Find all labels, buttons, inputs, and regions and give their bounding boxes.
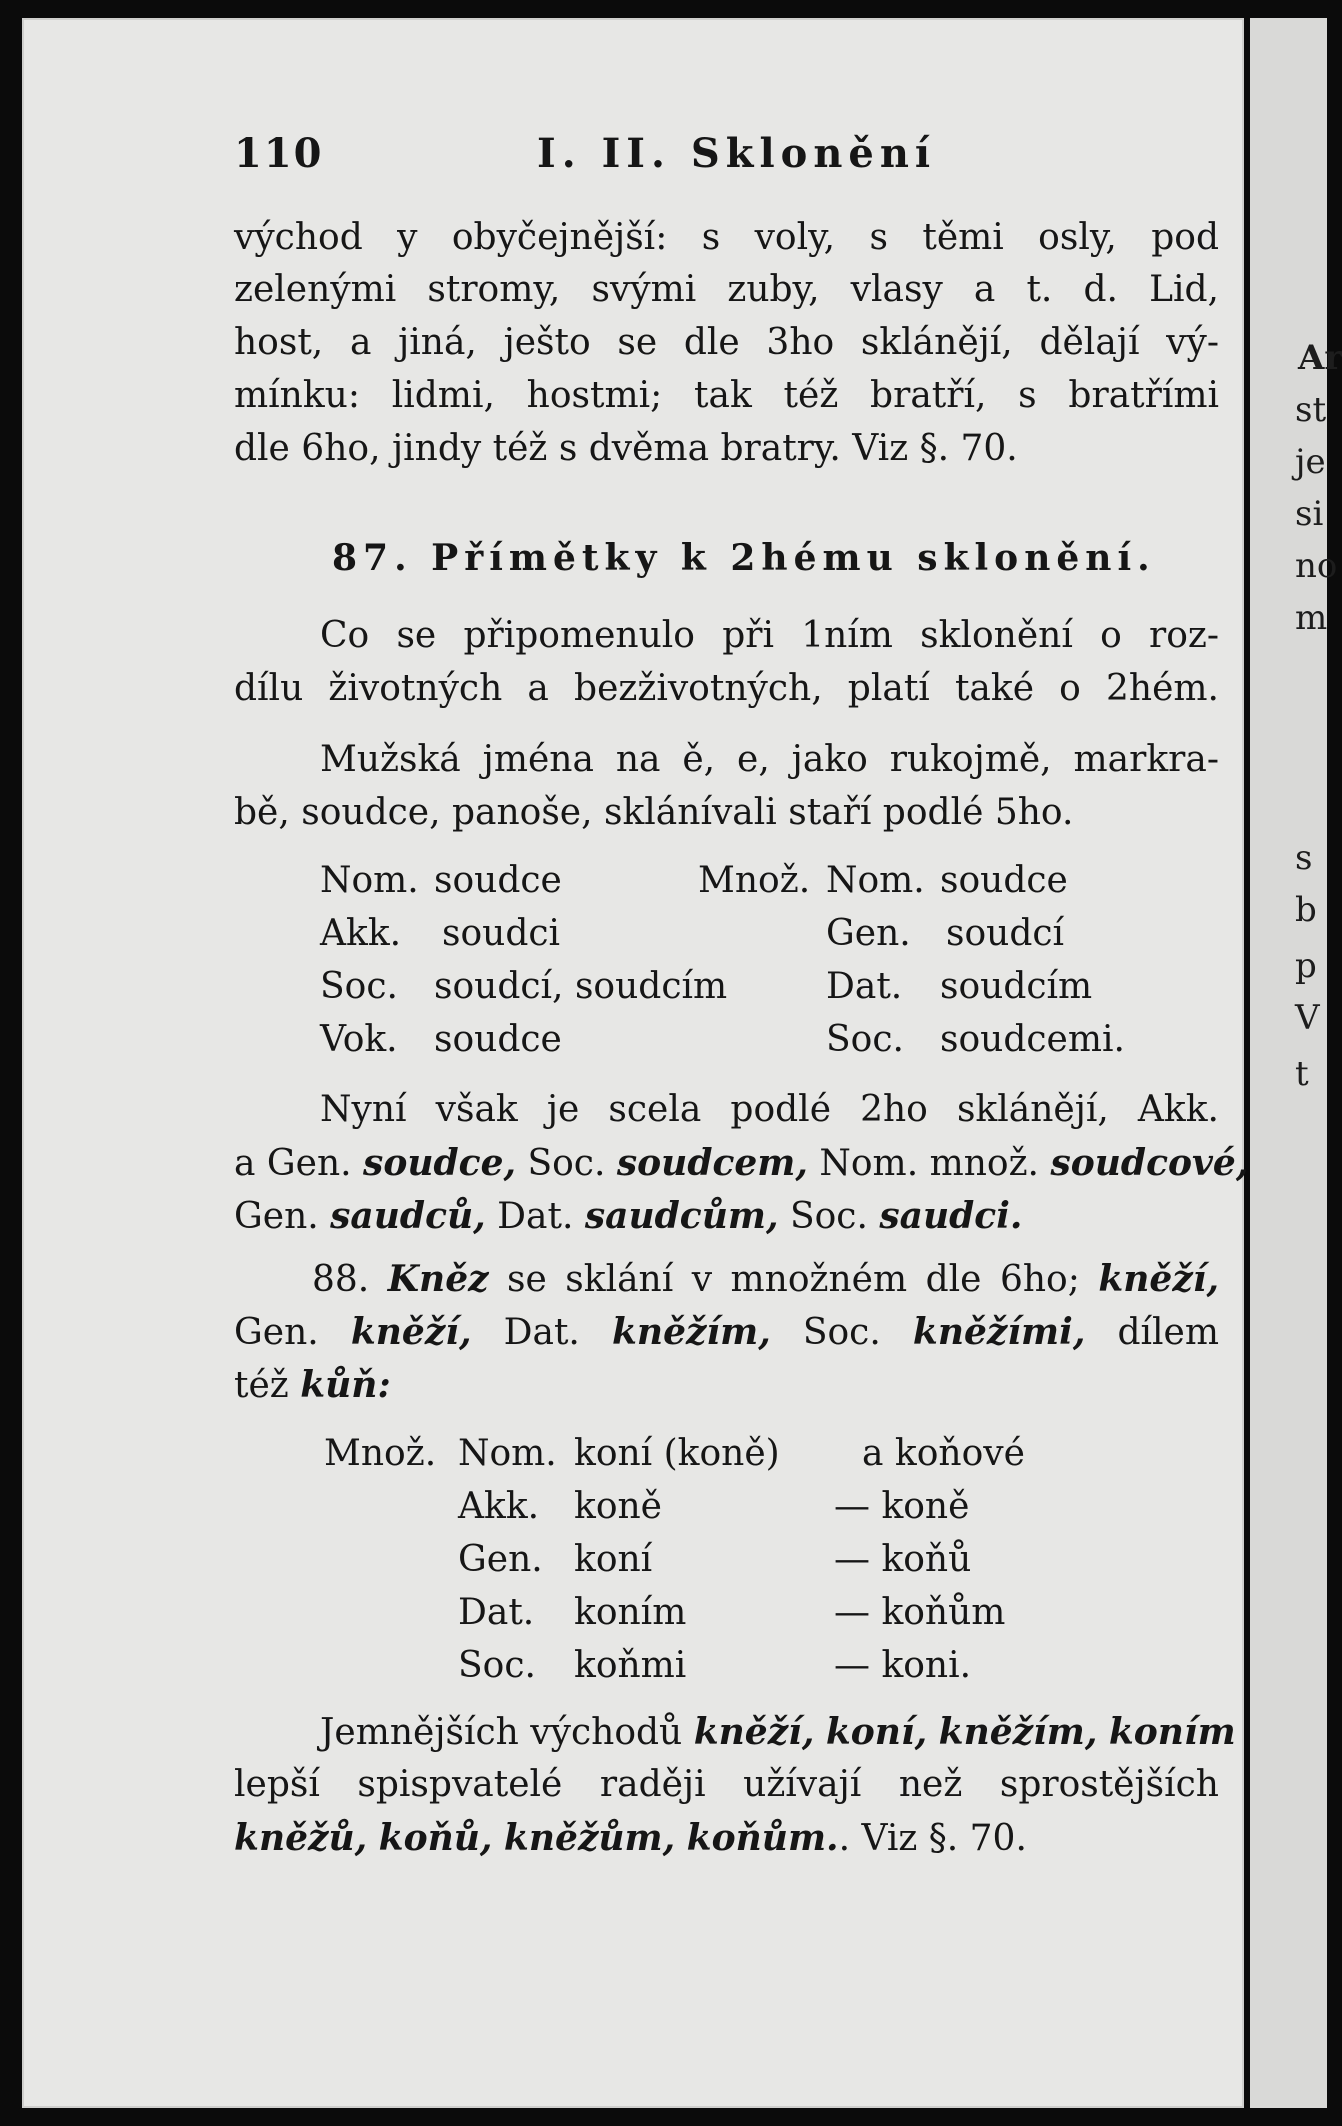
italic-word: soudce, xyxy=(363,1142,517,1184)
text-run xyxy=(675,1818,686,1859)
case-label: Soc. xyxy=(458,1645,536,1686)
text-run: Gen. xyxy=(234,1196,331,1237)
case-form: soudce xyxy=(434,860,562,901)
plural-label: Množ. xyxy=(698,860,811,901)
section-87-para3-line1: Nyní však je scela podlé 2ho sklánějí, Akk. xyxy=(320,1089,1219,1130)
case-form: koním xyxy=(574,1592,687,1633)
plural-case-form: soudcemi. xyxy=(940,1019,1125,1060)
case-label: Akk. xyxy=(320,913,402,954)
text-run: dílem xyxy=(1085,1312,1219,1353)
text-run xyxy=(927,1712,938,1753)
case-form: koně xyxy=(574,1486,662,1527)
plural-label: Množ. xyxy=(324,1433,437,1474)
running-title: I. II. Sklonění xyxy=(537,130,937,177)
italic-word: saudcům, xyxy=(584,1195,779,1237)
section-88-line3 xyxy=(234,1365,391,1406)
book-page xyxy=(22,18,1249,2108)
intro-line-2: zelenými stromy, svými zuby, vlasy a t. d. Lid, xyxy=(234,269,1219,310)
adjacent-page-fragment: s xyxy=(1295,838,1313,878)
text-run: Soc. xyxy=(770,1312,913,1353)
italic-word: koňům. xyxy=(686,1817,839,1859)
adjacent-page-fragment: st xyxy=(1295,390,1327,430)
plural-case-label: Dat. xyxy=(826,966,903,1007)
page-number: 110 xyxy=(234,130,324,177)
italic-word: soudcové, xyxy=(1050,1142,1249,1184)
case-label: Nom. xyxy=(458,1433,557,1474)
text-run: též xyxy=(234,1365,301,1406)
case-alt-form: — koně xyxy=(834,1486,970,1527)
plural-case-form: soudcím xyxy=(940,966,1093,1007)
section-87-para1-line1: Co se připomenulo při 1ním sklonění o roz- xyxy=(320,615,1219,656)
italic-word: koňů, xyxy=(378,1817,493,1859)
closing-line1 xyxy=(320,1711,1236,1753)
text-run: Dat. xyxy=(485,1196,585,1237)
adjacent-page-fragment: t xyxy=(1295,1054,1309,1094)
case-form: soudce xyxy=(434,1019,562,1060)
adjacent-page-fragment: b xyxy=(1295,890,1317,930)
adjacent-page-edge xyxy=(1250,18,1342,2108)
italic-word: saudci. xyxy=(879,1195,1023,1237)
italic-word: kněží, xyxy=(693,1711,815,1753)
text-run xyxy=(814,1712,825,1753)
italic-word: kněží, xyxy=(350,1311,472,1353)
adjacent-page-fragment: V xyxy=(1295,998,1320,1038)
text-run: Jemnějších východů xyxy=(320,1712,694,1753)
text-run: . Viz §. 70. xyxy=(838,1818,1027,1859)
case-form: koňmi xyxy=(574,1645,687,1686)
italic-word: kněžím, xyxy=(611,1311,771,1353)
case-form: soudci xyxy=(442,913,561,954)
case-label: Gen. xyxy=(458,1539,543,1580)
plural-case-label: Soc. xyxy=(826,1019,904,1060)
italic-word: kněžím, xyxy=(938,1711,1098,1753)
closing-line2: lepší spispvatelé raději užívají než sprostějších xyxy=(234,1764,1219,1805)
section-87-para1-line2: dílu životných a bezživotných, platí také o 2hém. xyxy=(234,668,1219,709)
italic-word: kůň: xyxy=(300,1364,391,1406)
italic-word: kněžům, xyxy=(503,1817,676,1859)
case-label: Dat. xyxy=(458,1592,535,1633)
case-form: koní xyxy=(574,1539,653,1580)
plural-case-form: soudcí xyxy=(946,913,1065,954)
text-run xyxy=(367,1818,378,1859)
plural-case-form: soudce xyxy=(940,860,1068,901)
case-alt-form: — koňům xyxy=(834,1592,1006,1633)
italic-word: koní, xyxy=(825,1711,928,1753)
adjacent-page-fragment: si xyxy=(1295,494,1324,534)
italic-word: Kněz xyxy=(387,1258,489,1300)
section-87-para3-line2 xyxy=(234,1142,1249,1184)
adjacent-page-fragment: Ar xyxy=(1298,338,1342,378)
section-88-line2 xyxy=(234,1312,1219,1353)
italic-word: saudců, xyxy=(330,1195,486,1237)
text-run: Soc. xyxy=(778,1196,880,1237)
text-run xyxy=(492,1818,503,1859)
case-form: soudcí, soudcím xyxy=(434,966,728,1007)
text-run xyxy=(1097,1712,1108,1753)
intro-line-3: host, a jiná, ješto se dle 3ho sklánějí, dělají vý- xyxy=(234,322,1219,363)
adjacent-page-fragment: m xyxy=(1295,598,1328,638)
case-label: Soc. xyxy=(320,966,398,1007)
plural-case-label: Nom. xyxy=(826,860,925,901)
section-87-para2-line1: Mužská jména na ě, e, jako rukojmě, markra- xyxy=(320,739,1219,780)
plural-case-label: Gen. xyxy=(826,913,911,954)
text-run: Gen. xyxy=(234,1312,351,1353)
italic-word: soudcem, xyxy=(616,1142,808,1184)
italic-word: kněží, xyxy=(1098,1258,1219,1300)
section-87-para3-line3 xyxy=(234,1196,1022,1237)
text-run: Soc. xyxy=(516,1143,617,1184)
text-run: Nom. množ. xyxy=(807,1143,1051,1184)
case-alt-form: — koňů xyxy=(834,1539,972,1580)
intro-line-5: dle 6ho, jindy též s dvěma bratry. Viz §. 70. xyxy=(234,428,1018,469)
case-label: Vok. xyxy=(320,1019,398,1060)
case-alt-form: a koňové xyxy=(862,1433,1025,1474)
italic-word: kněžů, xyxy=(234,1817,368,1859)
case-label: Akk. xyxy=(458,1486,540,1527)
text-run: se sklání v množném dle 6ho; xyxy=(488,1259,1099,1300)
closing-line3 xyxy=(234,1818,1027,1859)
italic-word: kněžími, xyxy=(912,1311,1086,1353)
case-form: koní (koně) xyxy=(574,1433,780,1474)
text-run: a Gen. xyxy=(234,1143,364,1184)
case-alt-form: — koni. xyxy=(834,1645,972,1686)
adjacent-page-fragment: no xyxy=(1295,546,1338,586)
adjacent-page-fragment: p xyxy=(1295,946,1317,986)
section-87-para2-line2: bě, soudce, panoše, sklánívali staří podlé 5ho. xyxy=(234,792,1074,833)
adjacent-page-fragment: je xyxy=(1295,442,1326,482)
italic-word: koním xyxy=(1108,1711,1236,1753)
text-run: 88. xyxy=(312,1259,388,1300)
section-87-heading: 87. Přímětky k 2hému sklonění. xyxy=(332,537,1156,579)
case-label: Nom. xyxy=(320,860,419,901)
intro-line-4: mínku: lidmi, hostmi; tak též bratří, s bratřími xyxy=(234,375,1219,416)
section-88-line1 xyxy=(312,1259,1219,1300)
intro-line-1: východ y obyčejnější: s voly, s těmi osly, pod xyxy=(234,217,1219,258)
text-run: Dat. xyxy=(471,1312,612,1353)
